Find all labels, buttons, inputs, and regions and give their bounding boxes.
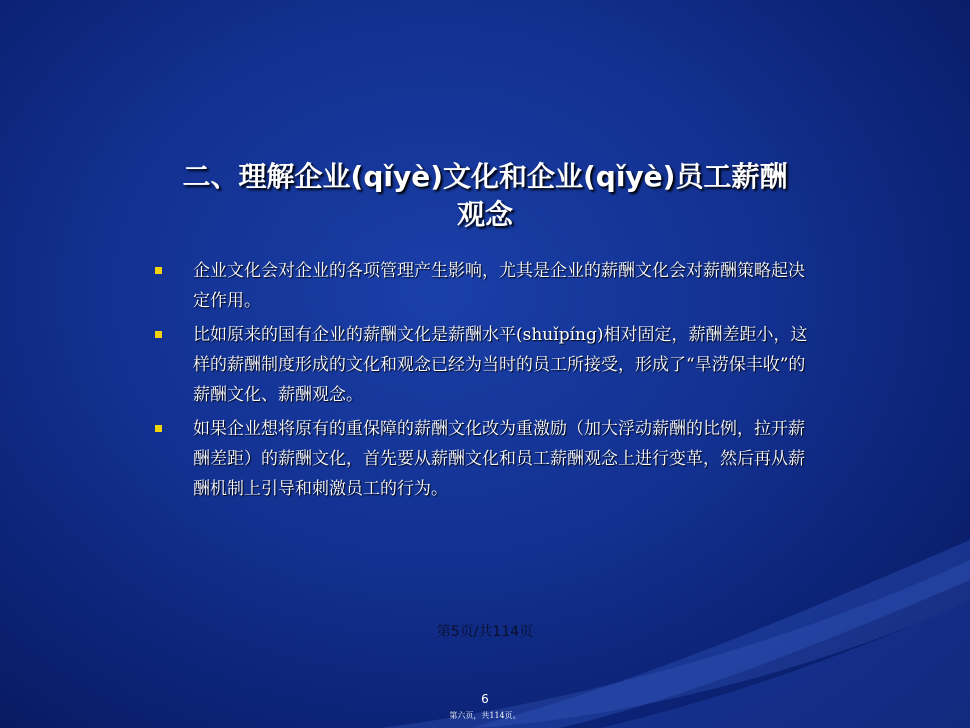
bullet-item — [155, 320, 815, 410]
slide-title-line2: 观念 — [456, 198, 513, 231]
bullet-text: 企业文化会对企业的各项管理产生影响，尤其是企业的薪酬文化会对薪酬策略起决定作用。 — [193, 261, 805, 311]
square-bullet-icon — [155, 267, 162, 274]
bullet-item — [155, 414, 815, 504]
page-number: 6 — [481, 692, 489, 706]
square-bullet-icon — [155, 331, 162, 338]
bullet-text: 如果企业想将原有的重保障的薪酬文化改为重激励（加大浮动薪酬的比例，拉开薪酬差距）的薪酬文化，首先要从薪酬文化和员工薪酬观念上进行变革，然后再从薪酬机制上引导和刺激员工的行为。 — [193, 419, 805, 499]
page-label: 第5页/共114页 — [436, 624, 534, 640]
square-bullet-icon — [155, 425, 162, 432]
slide-title — [150, 158, 820, 234]
footer-note: 第六页，共114页。 — [449, 711, 521, 720]
bullet-list — [155, 256, 815, 508]
bullet-item — [155, 256, 815, 316]
slide-title-line1: 二、理解企业(qǐyè)文化和企业(qǐyè)员工薪酬 — [182, 160, 788, 193]
bullet-text: 比如原来的国有企业的薪酬文化是薪酬水平(shuǐpíng)相对固定，薪酬差距小，这样的薪酬制度形成的文化和观念已经为当时的员工所接受，形成了“旱涝保丰收”的薪酬文化、薪酬观念。 — [193, 325, 808, 405]
